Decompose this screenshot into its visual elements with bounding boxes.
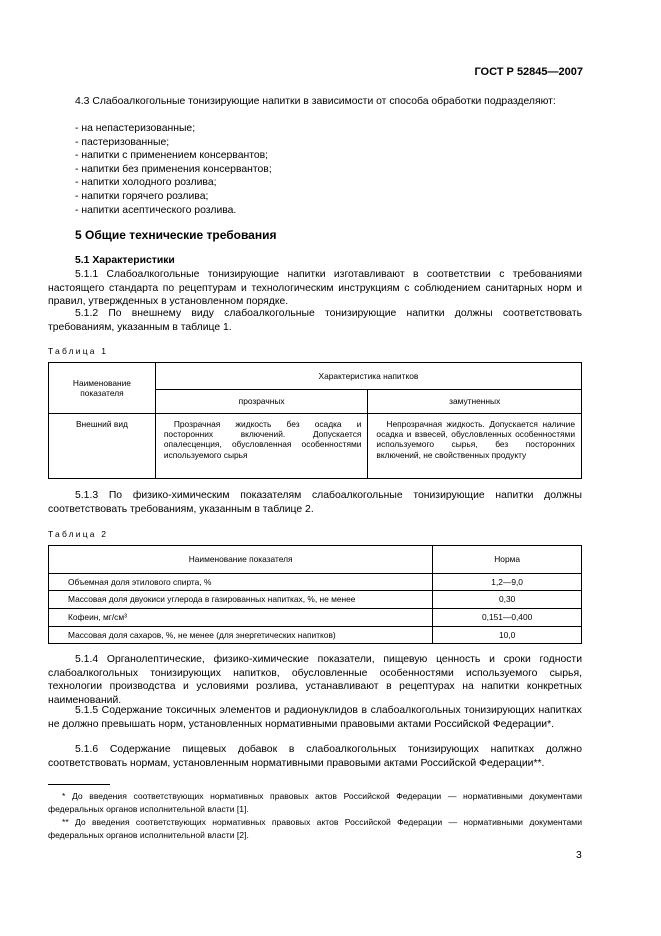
table2-cell-norm: 10,0 [433, 627, 582, 644]
table2-cell-name: Кофеин, мг/см³ [49, 609, 433, 627]
table2-cell-norm: 0,30 [433, 591, 582, 609]
table1-header-clear: прозрачных [155, 390, 368, 414]
list-item: - напитки холодного розлива; [75, 177, 217, 189]
table1-caption: Таблица 1 [48, 346, 109, 356]
footnote-1: * До введения соответствующих нормативных правовых актов Российской Федерации — нормативными документами федеральных органов исполнительной власти [1]. [48, 791, 582, 814]
table2-cell-name: Массовая доля двуокиси углерода в газированных напитках, %, не менее [49, 591, 433, 609]
paragraph-5-1-1: 5.1.1 Слабоалкогольные тонизирующие напитки изготавливают в соответствии с требованиями настоящего стандарта по рецептурам и технологическим инструкциям с соблюдением санитарных норм и правил, утвержденных в установленном порядке. [48, 269, 582, 308]
table1-cell-cloudy: Непрозрачная жидкость. Допускается наличие осадка и взвесей, обусловленных особенностями используемого сырья, без посторонних включений, не свойственных продукту [368, 414, 582, 479]
paragraph-5-1-6: 5.1.6 Содержание пищевых добавок в слабоалкогольных тонизирующих напитках должно соответствовать нормам, установленным нормативными правовыми актами Российской Федерации**. [48, 744, 582, 769]
paragraph-5-1-5: 5.1.5 Содержание токсичных элементов и радионуклидов в слабоалкогольных тонизирующих напитках не должно превышать норм, установленных нормативными правовыми актами Российской Федерации*. [48, 705, 582, 730]
paragraph-5-1-2: 5.1.2 По внешнему виду слабоалкогольные тонизирующие напитки должны соответствовать требованиям, указанным в таблице 1. [48, 308, 582, 333]
list-item: - напитки без применения консервантов; [75, 163, 272, 175]
paragraph-4-3: 4.3 Слабоалкогольные тонизирующие напитки в зависимости от способа обработки подразделяют: [75, 96, 556, 107]
table-2 [48, 545, 582, 644]
table-row [49, 574, 582, 591]
table2-cell-norm: 0,151—0,400 [433, 609, 582, 627]
section-5-1-title: 5.1 Характеристики [75, 255, 175, 266]
footnote-separator [48, 784, 110, 785]
table2-caption: Таблица 2 [48, 529, 109, 539]
table-row [49, 414, 582, 479]
document-header: ГОСТ Р 52845—2007 [474, 66, 583, 78]
table-row [49, 591, 582, 609]
list-item: - напитки асептического розлива. [75, 204, 237, 216]
table2-header-name: Наименование показателя [49, 546, 433, 574]
list-item: - напитки с применением консервантов; [75, 150, 269, 162]
table-row [49, 609, 582, 627]
paragraph-5-1-4: 5.1.4 Органолептические, физико-химические показатели, пищевую ценность и сроки годности слабоалкогольных тонизирующих напитков, обусловленные особенностями используемого сырья, технологии производства и условиями розлива, устанавливают в рецептурах на напитки конкретных наименований. [48, 654, 582, 706]
table1-header-cloudy: замутненных [368, 390, 582, 414]
table2-header-norm: Норма [433, 546, 582, 574]
table1-header-name: Наименование показателя [49, 363, 156, 414]
table1-header-group: Характеристика напитков [155, 363, 581, 390]
table2-cell-name: Объемная доля этилового спирта, % [49, 574, 433, 591]
list-item: - на непастеризованные; [75, 123, 196, 134]
table2-cell-name: Массовая доля сахаров, %, не менее (для энергетических напитков) [49, 627, 433, 644]
list-item: - напитки горячего розлива; [75, 190, 209, 202]
paragraph-5-1-3: 5.1.3 По физико-химическим показателям слабоалкогольные тонизирующие напитки должны соответствовать требованиям, указанным в таблице 2. [48, 490, 582, 515]
footnote-2: ** До введения соответствующих нормативных правовых актов Российской Федерации — нормативными документами федеральных органов исполнительной власти [2]. [48, 817, 582, 840]
section-5-title: 5 Общие технические требования [75, 228, 277, 242]
page-number: 3 [576, 850, 582, 861]
table-row [49, 627, 582, 644]
table2-cell-norm: 1,2—9,0 [433, 574, 582, 591]
bullet-list [75, 122, 272, 217]
table-1 [48, 362, 582, 479]
list-item: - пастеризованные; [75, 136, 170, 148]
table1-cell-clear: Прозрачная жидкость без осадка и посторонних включений. Допускается опалесценция, обусловленная особенностями используемого сырья [155, 414, 368, 479]
table1-cell-name: Внешний вид [49, 414, 156, 479]
